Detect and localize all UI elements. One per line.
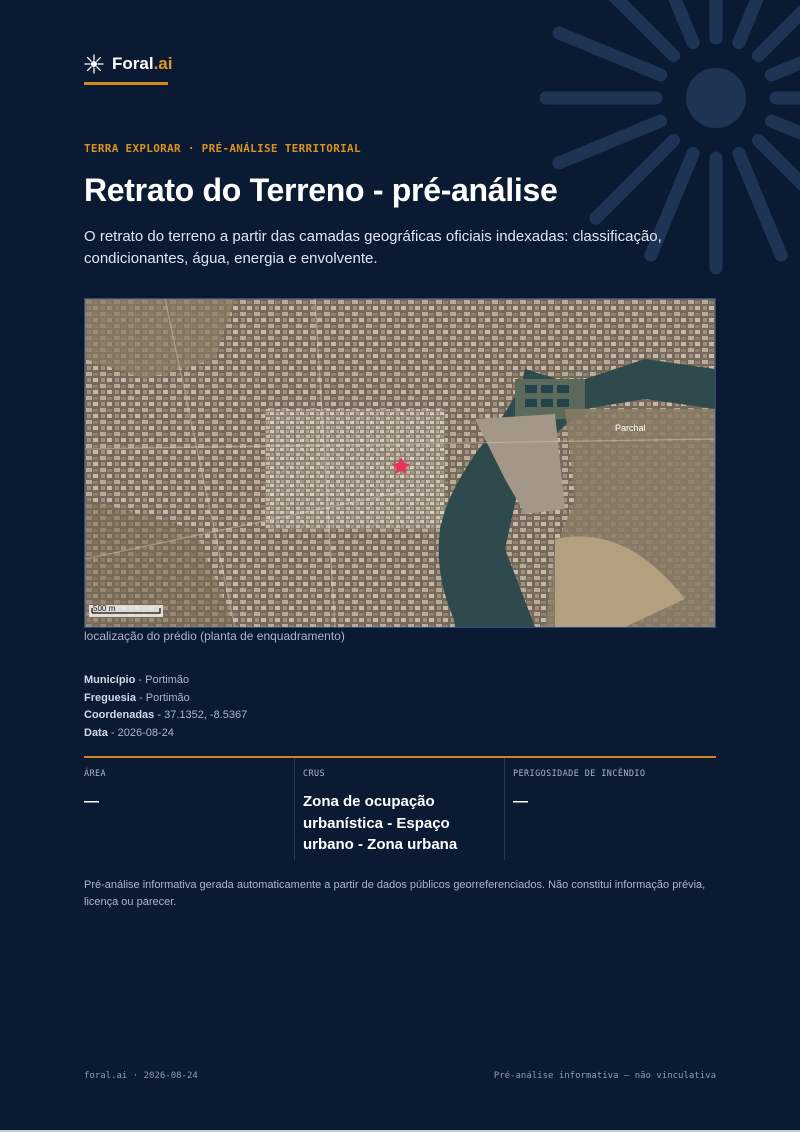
footer-right: Pré-análise informativa — não vinculativa (493, 1071, 716, 1081)
meta-row-municipio: Município - Portimão (84, 674, 190, 686)
svg-text:500 m: 500 m (93, 604, 116, 613)
stat-label: ÁREA (84, 769, 107, 779)
stat-label: PERIGOSIDADE DE INCÊNDIO (513, 769, 646, 779)
stat-value: Zona de ocupação urbanística - Espaço urbano - Zona urbana (303, 793, 458, 853)
brand-underline (84, 82, 168, 85)
page-subtitle: O retrato do terreno a partir das camadas geográficas oficiais indexadas: classificação, condicionantes, água, energia e envolvente. (84, 228, 662, 267)
meta-row-freguesia: Freguesia - Portimão (84, 691, 190, 704)
stat-value: — (84, 793, 99, 810)
map-scale-bar (89, 604, 163, 617)
stat-value: — (513, 793, 528, 810)
stat-crus (294, 758, 504, 860)
page-title: Retrato do Terreno - pré-análise (84, 172, 558, 208)
map-place-label: Parchal (615, 423, 646, 433)
brand-logo[interactable] (84, 54, 172, 74)
stat-area (84, 758, 294, 860)
location-map[interactable] (84, 298, 716, 628)
sun-burst-icon (84, 54, 104, 74)
meta-row-data: Data - 2026-08-24 (84, 726, 174, 739)
eyebrow-label: TERRA EXPLORAR · PRÉ-ANÁLISE TERRITORIAL (84, 142, 361, 155)
footer-left: foral.ai · 2026-08-24 (84, 1071, 198, 1081)
disclaimer-text: Pré-análise informativa gerada automaticamente a partir de dados públicos georreferenciados. Não constitui informação prévia, licença ou parecer. (84, 879, 706, 908)
stat-fire-risk (504, 758, 714, 860)
summary-stats (84, 756, 716, 860)
location-meta (84, 672, 247, 742)
stat-label: CRUS (303, 769, 326, 779)
map-caption: localização do prédio (planta de enquadramento) (84, 629, 345, 643)
meta-row-coordenadas: Coordenadas - 37.1352, -8.5367 (84, 709, 248, 721)
brand-name: Foral.ai (112, 54, 173, 73)
